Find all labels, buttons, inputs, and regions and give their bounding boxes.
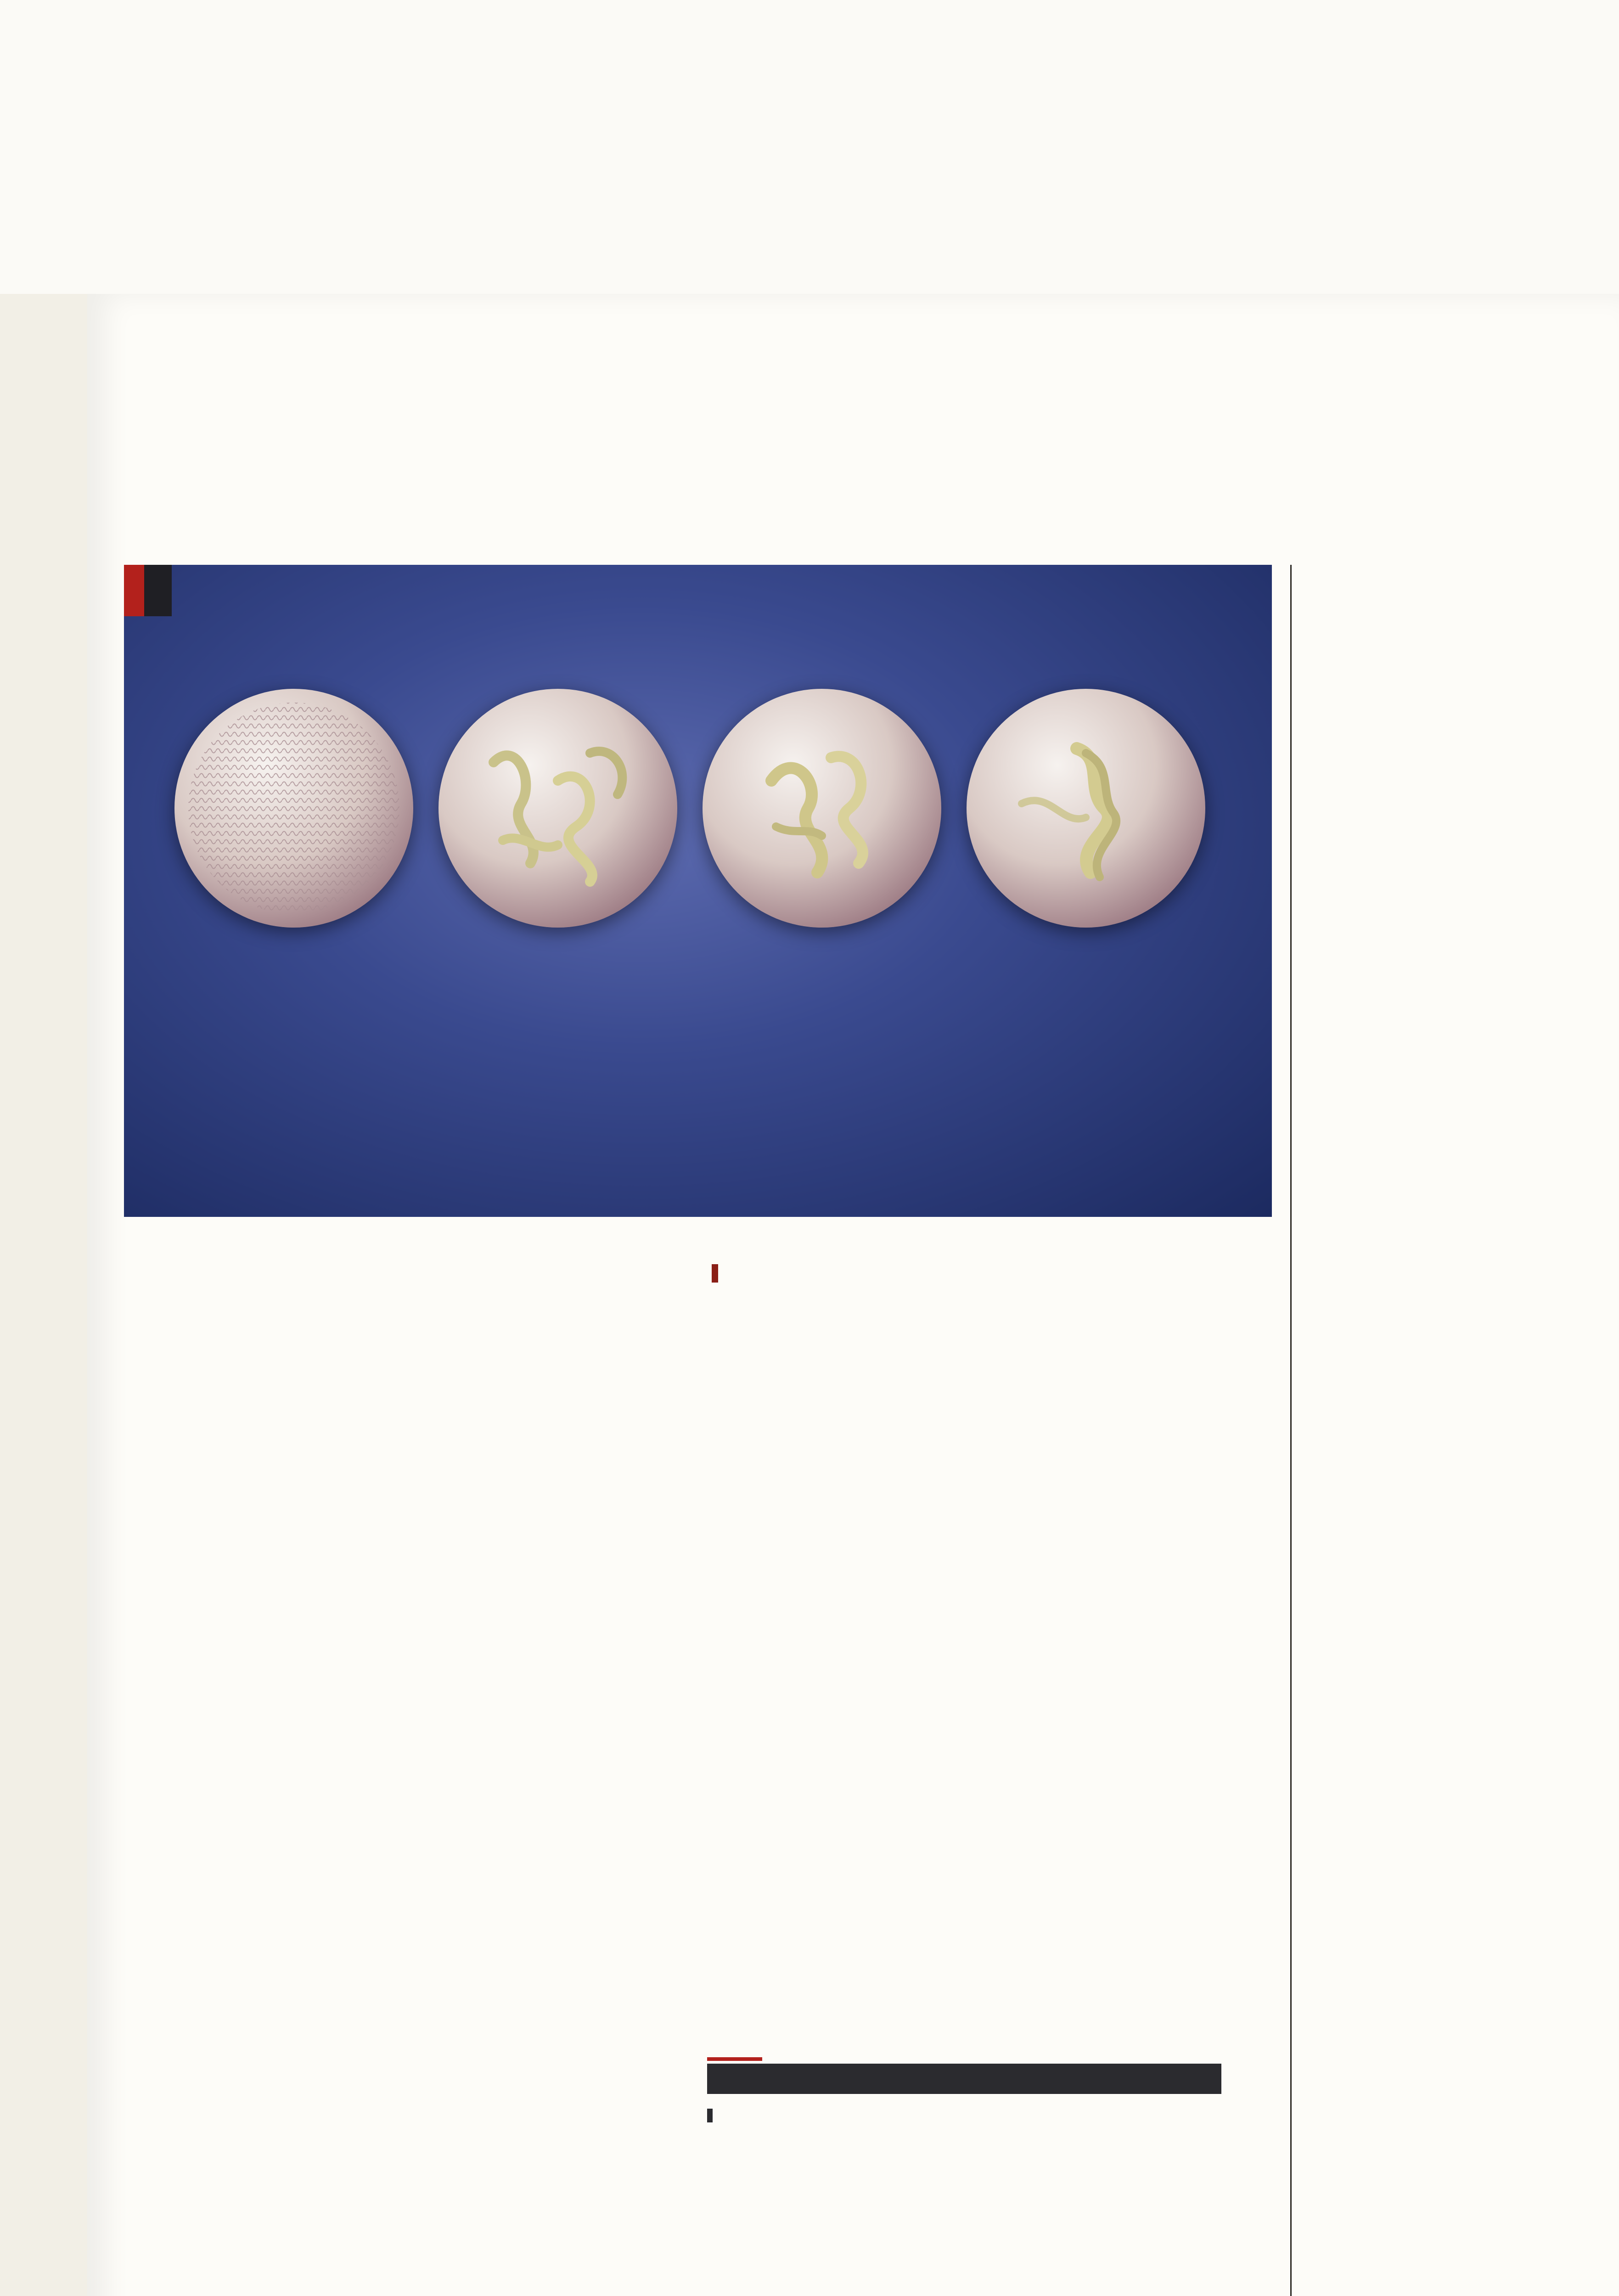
references: [1297, 1671, 1554, 1680]
margin-divider: [1290, 565, 1292, 2296]
further-reading-box: [707, 2057, 1221, 2103]
column-right: [712, 1258, 1254, 1288]
figure-header: [124, 565, 172, 616]
cell-d-nucleus: [967, 689, 1205, 928]
cell-illustrations: [174, 689, 1203, 946]
chromosome-icon: [438, 689, 677, 928]
figure-title: [144, 565, 172, 616]
figure-number: [124, 565, 144, 616]
show-through-text: [1212, 386, 1619, 615]
accent-bar: [707, 2057, 762, 2061]
further-reading-title: [707, 2064, 1221, 2094]
chromosome-embrace-icon: [967, 689, 1205, 928]
cell-a-nucleus: [174, 689, 413, 928]
paragraph-5: [712, 1258, 1254, 1288]
cell-b-nucleus: [438, 689, 677, 928]
previous-page-edge: [0, 294, 88, 2296]
cell-c-nucleus: [703, 689, 941, 928]
author-signature: [712, 1260, 722, 1286]
chromatin-mesh-icon: [174, 689, 413, 928]
magazine-page: [87, 294, 1619, 2296]
chromosome-pair-icon: [703, 689, 941, 928]
column-left: [124, 1258, 666, 1278]
end-square-icon: [712, 1264, 718, 1283]
figure-2: [124, 565, 1272, 1217]
